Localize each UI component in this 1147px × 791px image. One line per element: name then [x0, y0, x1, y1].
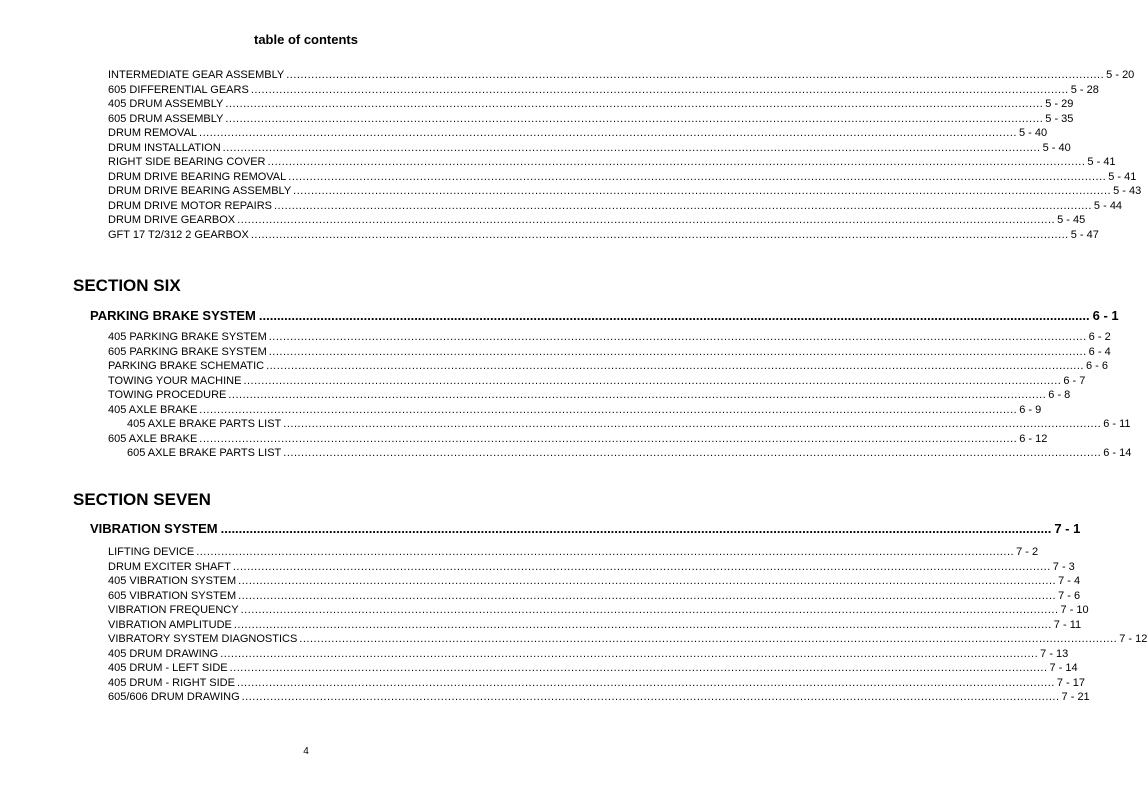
section-six-major-entry — [90, 308, 1119, 324]
toc-leader-dots: ...................................................................................................................................................................................................................................... — [266, 360, 1084, 372]
toc-leader-dots: ...................................................................................................................................................................................................................................... — [196, 546, 1015, 558]
toc-entry-page: 6 - 8 — [1048, 389, 1071, 401]
toc-leader-dots: ...................................................................................................................................................................................................................................... — [250, 83, 1069, 96]
toc-entry-label: VIBRATION AMPLITUDE — [108, 618, 232, 631]
toc-entry-page: 5 - 47 — [1070, 228, 1099, 241]
toc-entry-label: 605 DIFFERENTIAL GEARS — [108, 83, 249, 96]
toc-list-section-seven — [108, 545, 1147, 705]
toc-entry-page: 5 - 41 — [1087, 156, 1116, 168]
toc-entry-page: 7 - 21 — [1061, 691, 1090, 703]
toc-leader-dots: ...................................................................................................................................................................................................................................... — [229, 662, 1048, 674]
toc-entry — [108, 228, 1099, 243]
toc-entry-label: 405 PARKING BRAKE SYSTEM — [108, 331, 267, 343]
toc-entry — [108, 184, 1142, 199]
toc-entry — [108, 141, 1071, 156]
toc-leader-dots: ...................................................................................................................................................................................................................................... — [283, 418, 1102, 430]
toc-leader-dots: ...................................................................................................................................................................................................................................... — [220, 521, 1052, 536]
toc-entry-label: 405 DRUM DRAWING — [108, 647, 219, 660]
toc-entry-page: 7 - 6 — [1058, 589, 1081, 602]
section-seven-major-entry — [90, 521, 1081, 537]
toc-entry-page: 7 - 4 — [1058, 575, 1081, 587]
toc-entry-label: 405 AXLE BRAKE PARTS LIST — [127, 418, 282, 430]
toc-entry-page: 6 - 4 — [1088, 345, 1111, 358]
toc-entry-label: LIFTING DEVICE — [108, 546, 195, 558]
toc-leader-dots: ...................................................................................................................................................................................................................................... — [267, 156, 1086, 168]
toc-entry-page: 6 - 14 — [1103, 447, 1132, 459]
toc-leader-dots: ...................................................................................................................................................................................................................................... — [236, 676, 1055, 689]
toc-entry — [108, 170, 1137, 185]
toc-entry-page: 6 - 7 — [1063, 374, 1086, 387]
toc-entry — [108, 345, 1111, 360]
toc-entry — [108, 432, 1048, 447]
toc-entry — [108, 374, 1086, 389]
toc-entry-page: 6 - 6 — [1085, 360, 1108, 372]
toc-entry-page: 5 - 45 — [1057, 214, 1086, 226]
toc-entry — [108, 330, 1111, 345]
toc-leader-dots: ...................................................................................................................................................................................................................................... — [293, 185, 1112, 197]
toc-list-section-six — [108, 330, 1132, 461]
toc-leader-dots: ...................................................................................................................................................................................................................................... — [268, 345, 1087, 358]
toc-entry-label: 605 AXLE BRAKE PARTS LIST — [127, 447, 282, 459]
toc-entry — [108, 560, 1075, 575]
toc-entry — [108, 155, 1116, 170]
toc-entry-page: 5 - 40 — [1018, 127, 1048, 139]
toc-entry-label: RIGHT SIDE BEARING COVER — [108, 156, 266, 168]
toc-entry-page: 5 - 28 — [1070, 83, 1099, 96]
toc-leader-dots: ...................................................................................................................................................................................................................................... — [237, 214, 1056, 226]
toc-entry-label: DRUM EXCITER SHAFT — [108, 560, 231, 573]
toc-entry-label: TOWING YOUR MACHINE — [108, 374, 242, 387]
toc-entry-page: 5 - 29 — [1045, 98, 1074, 110]
toc-entry-label: VIBRATORY SYSTEM DIAGNOSTICS — [108, 633, 298, 645]
toc-entry-label: PARKING BRAKE SCHEMATIC — [108, 360, 265, 372]
major-entry-page: 7 - 1 — [1054, 521, 1081, 536]
toc-entry-page: 7 - 14 — [1049, 662, 1078, 674]
toc-entry-label: 405 DRUM - RIGHT SIDE — [108, 676, 235, 689]
toc-entry-label: TOWING PROCEDURE — [108, 389, 227, 401]
toc-subentry — [108, 446, 1132, 461]
toc-entry — [108, 676, 1085, 691]
toc-entry — [108, 589, 1081, 604]
toc-entry-page: 5 - 44 — [1093, 199, 1123, 212]
major-entry-label: VIBRATION SYSTEM — [90, 521, 218, 536]
toc-leader-dots: ...................................................................................................................................................................................................................................... — [222, 141, 1041, 154]
major-entry-page: 6 - 1 — [1092, 308, 1119, 323]
toc-entry-label: GFT 17 T2/312 2 GEARBOX — [108, 228, 249, 241]
toc-subentry — [108, 417, 1131, 432]
toc-leader-dots: ...................................................................................................................................................................................................................................... — [258, 308, 1090, 323]
toc-leader-dots: ...................................................................................................................................................................................................................................... — [274, 199, 1092, 212]
major-entry-label: PARKING BRAKE SYSTEM — [90, 308, 256, 323]
toc-entry — [108, 661, 1078, 676]
toc-leader-dots: ...................................................................................................................................................................................................................................... — [288, 170, 1107, 183]
toc-entry — [108, 213, 1086, 228]
toc-entry-label: DRUM REMOVAL — [108, 127, 198, 139]
toc-leader-dots: ...................................................................................................................................................................................................................................... — [238, 575, 1057, 587]
toc-entry-page: 7 - 17 — [1056, 676, 1085, 689]
toc-entry-label: DRUM DRIVE GEARBOX — [108, 214, 236, 226]
page-title: table of contents — [253, 32, 358, 47]
toc-leader-dots: ...................................................................................................................................................................................................................................... — [199, 432, 1018, 445]
toc-entry-page: 7 - 13 — [1040, 647, 1069, 660]
toc-entry-page: 6 - 12 — [1019, 432, 1048, 445]
toc-entry-label: 605/606 DRUM DRAWING — [108, 691, 240, 703]
toc-entry — [108, 545, 1039, 560]
toc-leader-dots: ...................................................................................................................................................................................................................................... — [250, 228, 1069, 241]
toc-entry-page: 5 - 35 — [1045, 112, 1074, 125]
toc-entry-label: 605 DRUM ASSEMBLY — [108, 112, 224, 125]
toc-entry-page: 6 - 11 — [1103, 418, 1131, 430]
toc-leader-dots: ...................................................................................................................................................................................................................................... — [233, 618, 1052, 631]
toc-entry-page: 7 - 3 — [1052, 560, 1075, 573]
toc-leader-dots: ...................................................................................................................................................................................................................................... — [220, 647, 1039, 660]
toc-leader-dots: ...................................................................................................................................................................................................................................... — [228, 389, 1047, 401]
toc-leader-dots: ...................................................................................................................................................................................................................................... — [240, 604, 1059, 616]
toc-entry — [108, 574, 1081, 589]
toc-entry-page: 6 - 9 — [1019, 403, 1042, 416]
toc-entry-page: 5 - 43 — [1113, 185, 1142, 197]
toc-entry-label: DRUM DRIVE BEARING REMOVAL — [108, 170, 287, 183]
toc-entry-label: 405 AXLE BRAKE — [108, 403, 198, 416]
toc-entry — [108, 199, 1123, 214]
toc-entry — [108, 618, 1082, 633]
toc-entry-page: 7 - 11 — [1053, 618, 1082, 631]
toc-leader-dots: ...................................................................................................................................................................................................................................... — [199, 403, 1018, 416]
toc-entry-label: 405 DRUM - LEFT SIDE — [108, 662, 228, 674]
toc-entry — [108, 68, 1135, 83]
toc-entry-label: DRUM DRIVE BEARING ASSEMBLY — [108, 185, 292, 197]
toc-leader-dots: ...................................................................................................................................................................................................................................... — [241, 691, 1060, 703]
toc-leader-dots: ...................................................................................................................................................................................................................................... — [286, 69, 1105, 81]
toc-entry-page: 7 - 2 — [1016, 546, 1039, 558]
toc-entry-page: 5 - 41 — [1108, 170, 1137, 183]
toc-entry — [108, 647, 1069, 662]
toc-leader-dots: ...................................................................................................................................................................................................................................... — [243, 374, 1062, 387]
toc-entry-page: 7 - 12 — [1119, 633, 1147, 645]
toc-list-section-five — [108, 68, 1142, 242]
toc-entry — [108, 83, 1099, 98]
toc-entry — [108, 126, 1048, 141]
toc-leader-dots: ...................................................................................................................................................................................................................................... — [232, 560, 1051, 573]
toc-entry-label: 405 VIBRATION SYSTEM — [108, 575, 237, 587]
toc-entry-label: 605 PARKING BRAKE SYSTEM — [108, 345, 267, 358]
toc-leader-dots: ...................................................................................................................................................................................................................................... — [225, 98, 1044, 110]
page-number: 4 — [303, 746, 309, 757]
toc-entry-label: DRUM INSTALLATION — [108, 141, 221, 154]
toc-leader-dots: ...................................................................................................................................................................................................................................... — [225, 112, 1044, 125]
toc-entry-label: INTERMEDIATE GEAR ASSEMBLY — [108, 69, 285, 81]
toc-entry-label: 605 VIBRATION SYSTEM — [108, 589, 237, 602]
toc-entry — [108, 97, 1074, 112]
toc-leader-dots: ...................................................................................................................................................................................................................................... — [238, 589, 1057, 602]
toc-entry-page: 6 - 2 — [1088, 331, 1111, 343]
toc-leader-dots: ...................................................................................................................................................................................................................................... — [268, 331, 1087, 343]
toc-entry — [108, 388, 1071, 403]
toc-entry — [108, 690, 1090, 705]
toc-entry — [108, 632, 1147, 647]
section-seven-heading: SECTION SEVEN — [73, 490, 211, 509]
toc-entry — [108, 112, 1074, 127]
toc-entry — [108, 403, 1042, 418]
toc-entry-label: DRUM DRIVE MOTOR REPAIRS — [108, 199, 272, 212]
toc-leader-dots: ...................................................................................................................................................................................................................................... — [283, 447, 1102, 459]
toc-entry-label: 405 DRUM ASSEMBLY — [108, 98, 224, 110]
toc-entry-page: 5 - 20 — [1106, 69, 1135, 81]
toc-entry-page: 7 - 10 — [1060, 604, 1089, 616]
toc-entry-label: 605 AXLE BRAKE — [108, 432, 198, 445]
toc-entry-label: VIBRATION FREQUENCY — [108, 604, 239, 616]
section-six-heading: SECTION SIX — [73, 276, 181, 295]
toc-entry — [108, 603, 1089, 618]
toc-entry — [108, 359, 1108, 374]
toc-leader-dots: ...................................................................................................................................................................................................................................... — [199, 127, 1017, 139]
toc-entry-page: 5 - 40 — [1042, 141, 1071, 154]
toc-leader-dots: ...................................................................................................................................................................................................................................... — [299, 633, 1118, 645]
